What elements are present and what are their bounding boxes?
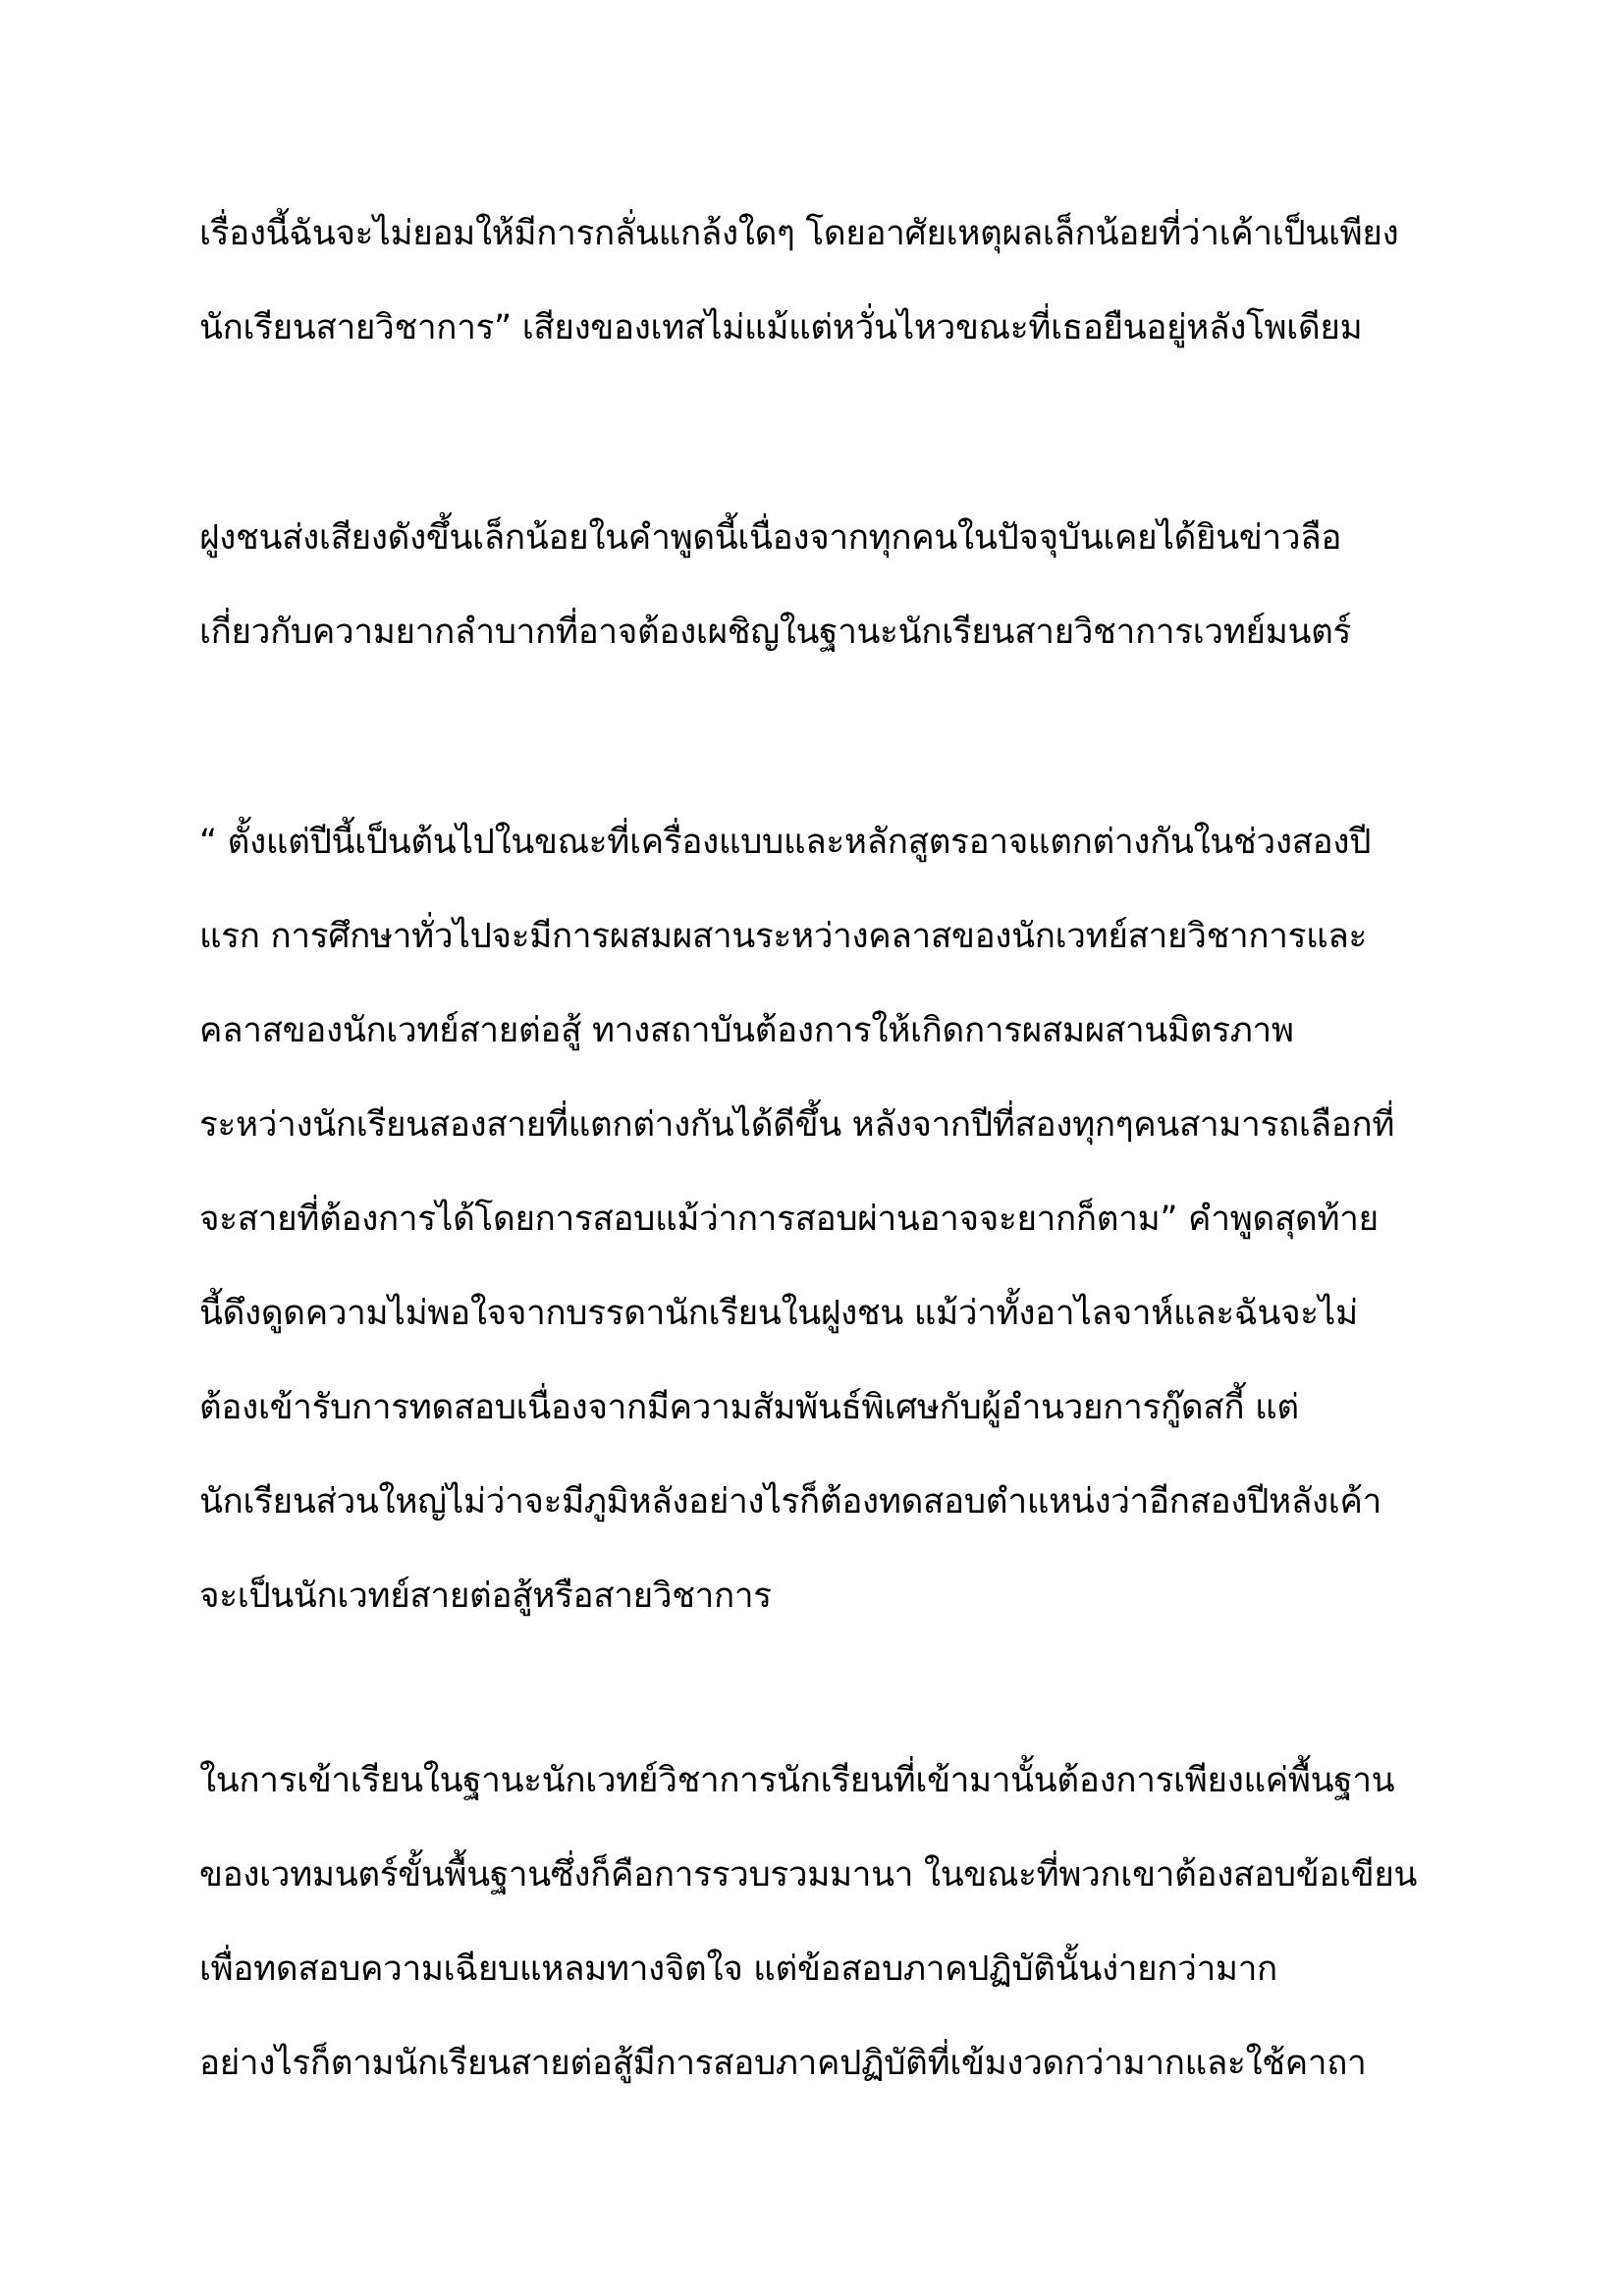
paragraph-3-line-3: คลาสของนักเวทย์สายต่อสู้ ทางสถาบันต้องการให้เกิดการผสมผสานมิตรภาพ	[199, 1011, 1294, 1050]
paragraph-3-line-9: จะเป็นนักเวทย์สายต่อสู้หรือสายวิชาการ	[199, 1576, 772, 1616]
paragraph-4-line-4: อย่างไรก็ตามนักเรียนสายต่อสู้มีการสอบภาคปฏิบัติที่เข้มงวดกว่ามากและใช้คาถา	[199, 2044, 1367, 2083]
paragraph-3-line-5: จะสายที่ต้องการได้โดยการสอบแม้ว่าการสอบผ่านอาจจะยากก็ตาม” คำพูดสุดท้าย	[199, 1200, 1379, 1239]
paragraph-1-line-2: นักเรียนสายวิชาการ” เสียงของเทสไม่แม้แต่หวั่นไหวขณะที่เธอยืนอยู่หลังโพเดียม	[199, 308, 1363, 347]
paragraph-3-line-2: แรก การศึกษาทั่วไปจะมีการผสมผสานระหว่างคลาสของนักเวทย์สายวิชาการและ	[199, 917, 1368, 956]
paragraph-3-line-7: ต้องเข้ารับการทดสอบเนื่องจากมีความสัมพันธ์พิเศษกับผู้อำนวยการกู๊ดสกี้ แต่	[199, 1388, 1299, 1427]
paragraph-3-line-6: นี้ดึงดูดความไม่พอใจจากบรรดานักเรียนในฝูงชน แม้ว่าทั้งอาไลจาห์และฉันจะไม่	[199, 1294, 1358, 1333]
paragraph-4-line-3: เพื่อทดสอบความเฉียบแหลมทางจิตใจ แต่ข้อสอบภาคปฏิบัตินั้นง่ายกว่ามาก	[199, 1949, 1277, 1989]
paragraph-2-line-1: ฝูงชนส่งเสียงดังขึ้นเล็กน้อยในคำพูดนี้เนื่องจากทุกคนในปัจจุบันเคยได้ยินข่าวลือ	[199, 518, 1342, 558]
paragraph-3-line-4: ระหว่างนักเรียนสองสายที่แตกต่างกันได้ดีขึ้น หลังจากปีที่สองทุกๆคนสามารถเลือกที่	[199, 1105, 1395, 1145]
paragraph-4-line-2: ของเวทมนตร์ขั้นพื้นฐานซึ่งก็คือการรวบรวมมานา ในขณะที่พวกเขาต้องสอบข้อเขียน	[199, 1855, 1418, 1895]
paragraph-3-line-8: นักเรียนส่วนใหญ่ไม่ว่าจะมีภูมิหลังอย่างไรก็ต้องทดสอบตำแหน่งว่าอีกสองปีหลังเค้า	[199, 1482, 1381, 1522]
paragraph-4-line-1: ในการเข้าเรียนในฐานะนักเวทย์วิชาการนักเรียนที่เข้ามานั้นต้องการเพียงแค่พื้นฐาน	[199, 1761, 1395, 1800]
paragraph-3-line-1: “ ตั้งแต่ปีนี้เป็นต้นไปในขณะที่เครื่องแบบและหลักสูตรอาจแตกต่างกันในช่วงสองปี	[199, 823, 1372, 862]
paragraph-2-line-2: เกี่ยวกับความยากลำบากที่อาจต้องเผชิญในฐานะนักเรียนสายวิชาการเวทย์มนตร์	[199, 613, 1352, 652]
paragraph-1-line-1: เรื่องนี้ฉันจะไม่ยอมให้มีการกลั่นแกล้งใดๆ โดยอาศัยเหตุผลเล็กน้อยที่ว่าเค้าเป็นเพียง	[199, 214, 1399, 253]
